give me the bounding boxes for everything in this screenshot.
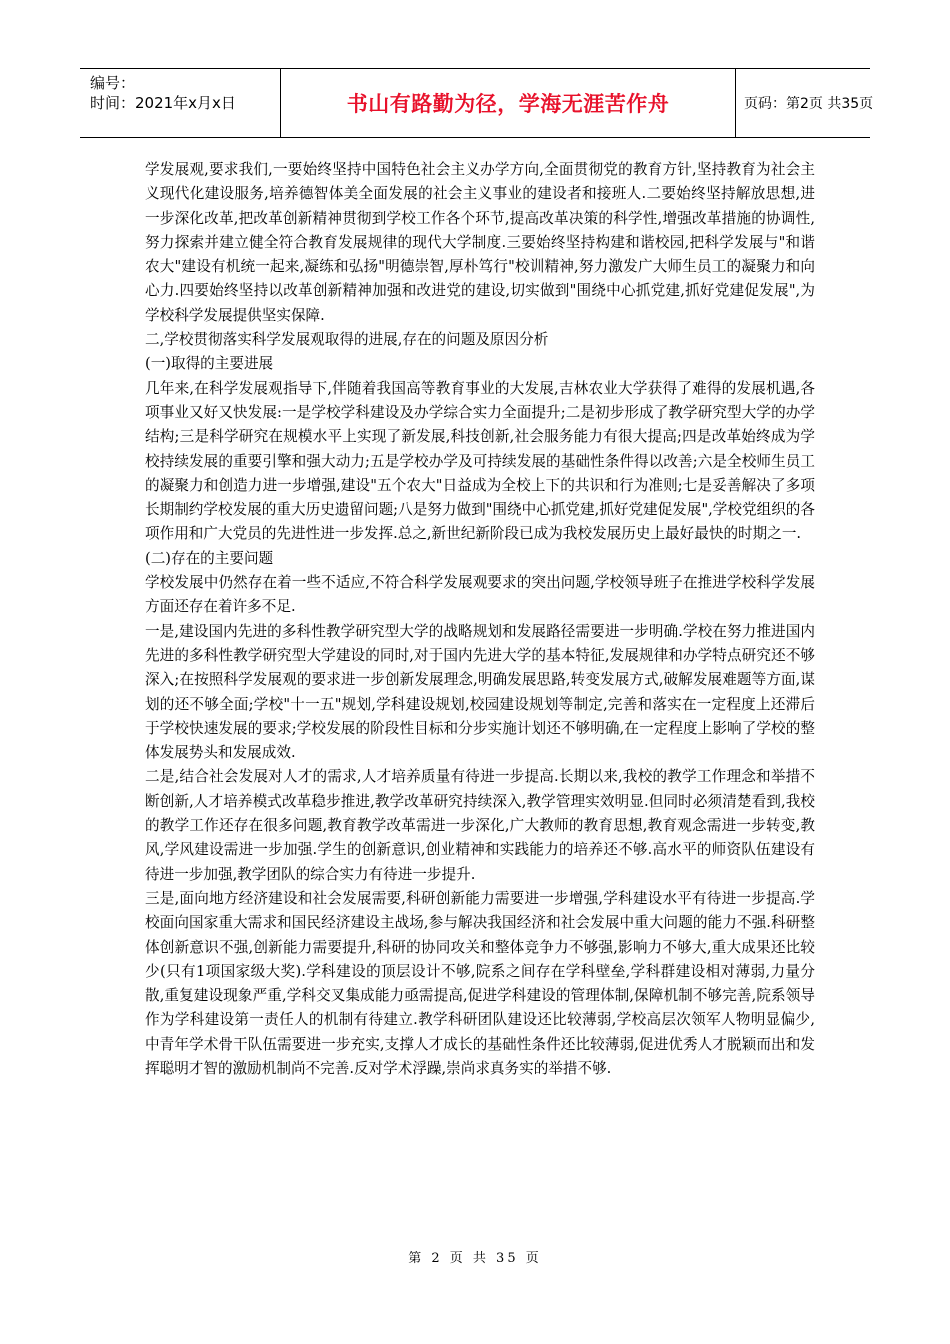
body-paragraph: 一是,建设国内先进的多科性教学研究型大学的战略规划和发展路径需要进一步明确.学校在努力推进国内先进的多科性教学研究型大学建设的同时,对于国内先进大学的基本特征,发展规律和办学特点研究还不够深入;在按照科学发展观的要求进一步创新发展理念,明确发展思路,转变发展方式,破解发展难题等方面,谋划的还不够全面;学校"十一五"规划,学科建设规划,校园建设规划等制定,完善和落实在一定程度上还滞后于学校快速发展的要求;学校发展的阶段性目标和分步实施计划还不够明确,在一定程度上影响了学校的整体发展势头和发展成效. bbox=[145, 622, 815, 762]
document-body bbox=[145, 158, 815, 1081]
subsection-heading: (二)存在的主要问题 bbox=[145, 549, 274, 567]
body-paragraph: 学发展观,要求我们,一要始终坚持中国特色社会主义办学方向,全面贯彻党的教育方针,坚持教育为社会主义现代化建设服务,培养德智体美全面发展的社会主义事业的建设者和接班人.二要始终坚持解放思想,进一步深化改革,把改革创新精神贯彻到学校工作各个环节,提高改革决策的科学性,增强改革措施的协调性,努力探索并建立健全符合教育发展规律的现代大学制度.三要始终坚持构建和谐校园,把科学发展与"和谐农大"建设有机统一起来,凝练和弘扬"明德崇智,厚朴笃行"校训精神,努力激发广大师生员工的凝聚力和向心力.四要始终坚持以改革创新精神加强和改进党的建设,切实做到"围绕中心抓党建,抓好党建促发展",为学校科学发展提供坚实保障. bbox=[145, 161, 815, 324]
header-motto-cell bbox=[280, 69, 736, 137]
header-motto: 书山有路勤为径，学海无涯苦作舟 bbox=[346, 92, 670, 116]
body-paragraph: 学校发展中仍然存在着一些不适应,不符合科学发展观要求的突出问题,学校领导班子在推进学校科学发展方面还存在着许多不足. bbox=[145, 574, 815, 616]
section-heading: 二,学校贯彻落实科学发展观取得的进展,存在的问题及原因分析 bbox=[145, 331, 549, 349]
document-number-label: 编号： bbox=[90, 74, 136, 92]
document-time-label: 时间：2021年x月x日 bbox=[90, 94, 236, 112]
body-paragraph: 三是,面向地方经济建设和社会发展需要,科研创新能力需要进一步增强,学科建设水平有待进一步提高.学校面向国家重大需求和国民经济建设主战场,参与解决我国经济和社会发展中重大问题的能力不强.科研整体创新意识不强,创新能力需要提升,科研的协同攻关和整体竞争力不够强,影响力不够大,重大成果还比较少(只有1项国家级大奖).学科建设的顶层设计不够,院系之间存在学科壁垒,学科群建设相对薄弱,力量分散,重复建设现象严重,学科交叉集成能力亟需提高,促进学科建设的管理体制,保障机制不够完善,院系领导作为学科建设第一责任人的机制有待建立.教学科研团队建设还比较薄弱,学校高层次领军人物明显偏少,中青年学术骨干队伍需要进一步充实,支撑人才成长的基础性条件还比较薄弱,促进优秀人才脱颖而出和发挥聪明才智的激励机制尚不完善.反对学术浮躁,崇尚求真务实的举措不够. bbox=[145, 889, 815, 1077]
body-paragraph: 几年来,在科学发展观指导下,伴随着我国高等教育事业的大发展,吉林农业大学获得了难得的发展机遇,各项事业又好又快发展:一是学校学科建设及办学综合实力全面提升;二是初步形成了教学研究型大学的办学结构;三是科学研究在规模水平上实现了新发展,科技创新,社会服务能力有很大提高;四是改革始终成为学校持续发展的重要引擎和强大动力;五是学校办学及可持续发展的基础性条件得以改善;六是全校师生员工的凝聚力和创造力进一步增强,建设"五个农大"日益成为全校上下的共识和行为准则;七是妥善解决了多项长期制约学校发展的重大历史遗留问题;八是努力做到"围绕中心抓党建,抓好党建促发展",学校党组织的各项作用和广大党员的先进性进一步发挥.总之,新世纪新阶段已成为我校发展历史上最好最快的时期之一. bbox=[145, 379, 815, 543]
body-paragraph: 二是,结合社会发展对人才的需求,人才培养质量有待进一步提高.长期以来,我校的教学工作理念和举措不断创新,人才培养模式改革稳步推进,教学改革研究持续深入,教学管理实效明显.但同时必须清楚看到,我校的教学工作还存在很多问题,教育教学改革需进一步深化,广大教师的教育思想,教育观念需进一步转变,教风,学风建设需进一步加强.学生的创新意识,创业精神和实践能力的培养还不够.高水平的师资队伍建设有待进一步加强,教学团队的综合实力有待进一步提升. bbox=[145, 768, 815, 883]
page-footer: 第 2 页 共 35 页 bbox=[408, 1251, 542, 1266]
subsection-heading: (一)取得的主要进展 bbox=[145, 355, 274, 373]
page-header bbox=[80, 68, 874, 138]
header-page-info: 页码：第2页 共35页 bbox=[744, 96, 874, 112]
header-meta bbox=[80, 69, 280, 137]
